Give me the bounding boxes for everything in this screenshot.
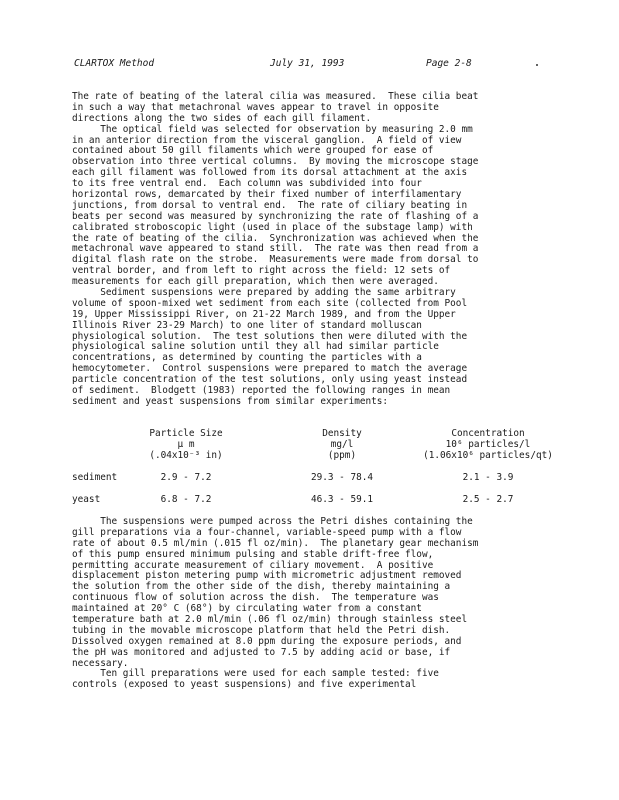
text-line: calibrated stroboscopic light (used in place of the substage lamp) with — [72, 221, 473, 233]
text-line: Ten gill preparations were used for each sample tested: five — [72, 668, 439, 680]
col-altunit-particle-size: (.04x10⁻³ in) — [149, 450, 223, 461]
text-line: permitting accurate measurement of ciliary movement. A positive — [72, 559, 434, 571]
text-line: rate of about 0.5 ml/min (.015 fl oz/min). The planetary gear mechanism — [72, 537, 479, 549]
cell-sediment-particle-size: 2.9 - 7.2 — [160, 472, 212, 483]
body-text-bottom — [72, 517, 562, 691]
text-line: continuous flow of solution across the dish. The temperature was — [72, 592, 439, 604]
col-unit-particle-size: µ m — [177, 439, 195, 450]
text-line: of sediment. Blodgett (1983) reported the following ranges in mean — [72, 385, 451, 397]
text-line: tubing in the movable microscope platform that held the Petri dish. — [72, 624, 451, 636]
col-header-concentration: Concentration — [451, 428, 525, 439]
text-line: contained about 50 gill filaments which were grouped for ease of — [72, 145, 434, 157]
text-line: concentrations, as determined by counting the particles with a — [72, 352, 422, 364]
text-line: Dissolved oxygen remained at 8.0 ppm during the exposure periods, and — [72, 635, 462, 647]
col-header-particle-size: Particle Size — [149, 428, 223, 439]
text-line: physiological solution. The test solutions then were diluted with the — [72, 330, 468, 342]
col-unit-density: mg/l — [330, 439, 354, 450]
text-line: The suspensions were pumped across the Petri dishes containing the — [72, 516, 473, 527]
text-line: particle concentration of the test solutions, only using yeast instead — [72, 374, 468, 386]
text-line: in an anterior direction from the visceral ganglion. A field of view — [72, 134, 462, 146]
text-line: digital flash rate on the strobe. Measurements were made from dorsal to — [72, 254, 479, 266]
text-line: the rate of beating of the cilia. Synchronization was achieved when the — [72, 232, 479, 244]
body-text-top — [72, 92, 562, 408]
cell-yeast-density: 46.3 - 59.1 — [310, 494, 374, 505]
text-line: the pH was monitored and adjusted to 7.5 by adding acid or base, if — [72, 646, 451, 658]
text-line: of this pump ensured minimum pulsing and stable drift-free flow, — [72, 548, 434, 560]
header-page-number: Page 2-8 — [426, 58, 472, 69]
col-unit-concentration: 10⁶ particles/l — [445, 439, 531, 450]
text-line: metachronal wave appeared to stand still. The rate was then read from a — [72, 243, 479, 255]
text-line: maintained at 20° C (68°) by circulating water from a constant — [72, 603, 422, 615]
text-line: 19, Upper Mississippi River, on 21-22 March 1989, and from the Upper — [72, 308, 456, 320]
text-line: each gill filament was followed from its dorsal attachment at the axis — [72, 167, 468, 179]
text-line: the solution from the other side of the dish, thereby maintaining a — [72, 581, 451, 593]
table-header-row-3 — [72, 451, 562, 462]
text-line: Illinois River 23-29 March) to one liter of standard molluscan — [72, 319, 422, 331]
text-line: gill preparations via a four-channel, variable-speed pump with a flow — [72, 526, 462, 538]
table-row — [72, 473, 562, 484]
header-method-title: CLARTOX Method — [74, 58, 155, 69]
cell-sediment-concentration: 2.1 - 3.9 — [462, 472, 514, 483]
cell-yeast-concentration: 2.5 - 2.7 — [462, 494, 514, 505]
text-line: Sediment suspensions were prepared by adding the same arbitrary — [72, 287, 456, 299]
col-altunit-density: (ppm) — [327, 450, 357, 461]
text-line: to its free ventral end. Each column was subdivided into four — [72, 178, 422, 190]
col-header-density: Density — [322, 428, 362, 439]
text-line: measurements for each gill preparation, which then were averaged. — [72, 276, 439, 288]
page-header — [74, 58, 544, 72]
text-line: The rate of beating of the lateral cilia was measured. These cilia beat — [72, 91, 479, 102]
table-row — [72, 495, 562, 506]
text-line: controls (exposed to yeast suspensions) and five experimental — [72, 679, 417, 691]
text-line: sediment and yeast suspensions from similar experiments: — [72, 395, 389, 407]
cell-sediment-density: 29.3 - 78.4 — [310, 472, 374, 483]
text-line: ventral border, and from left to right across the field: 12 sets of — [72, 265, 451, 277]
text-line: displacement piston metering pump with micrometric adjustment removed — [72, 570, 462, 582]
text-line: temperature bath at 2.0 ml/min (.06 fl oz/min) through stainless steel — [72, 614, 468, 626]
row-label-sediment: sediment — [72, 472, 118, 483]
text-line: physiological saline solution until they all had similar particle — [72, 341, 439, 353]
cell-yeast-particle-size: 6.8 - 7.2 — [160, 494, 212, 505]
header-date: July 31, 1993 — [270, 58, 345, 69]
text-line: The optical field was selected for observation by measuring 2.0 mm — [72, 123, 473, 135]
text-line: junctions, from dorsal to ventral end. The rate of ciliary beating in — [72, 199, 468, 211]
text-line: in such a way that metachronal waves appear to travel in opposite — [72, 101, 439, 113]
row-label-yeast: yeast — [72, 494, 101, 505]
text-line: beats per second was measured by synchronizing the rate of flashing of a — [72, 210, 479, 222]
text-line: directions along the two sides of each gill filament. — [72, 112, 372, 124]
text-line: observation into three vertical columns. By moving the microscope stage — [72, 156, 479, 168]
text-line: necessary. — [72, 657, 129, 669]
text-line: hemocytometer. Control suspensions were prepared to match the average — [72, 363, 468, 375]
text-line: volume of spoon-mixed wet sediment from each site (collected from Pool — [72, 297, 468, 309]
text-line: horizontal rows, demarcated by their fixed number of interfilamentary — [72, 189, 462, 201]
col-altunit-concentration: (1.06x10⁶ particles/qt) — [423, 450, 553, 461]
margin-speck — [536, 64, 538, 66]
